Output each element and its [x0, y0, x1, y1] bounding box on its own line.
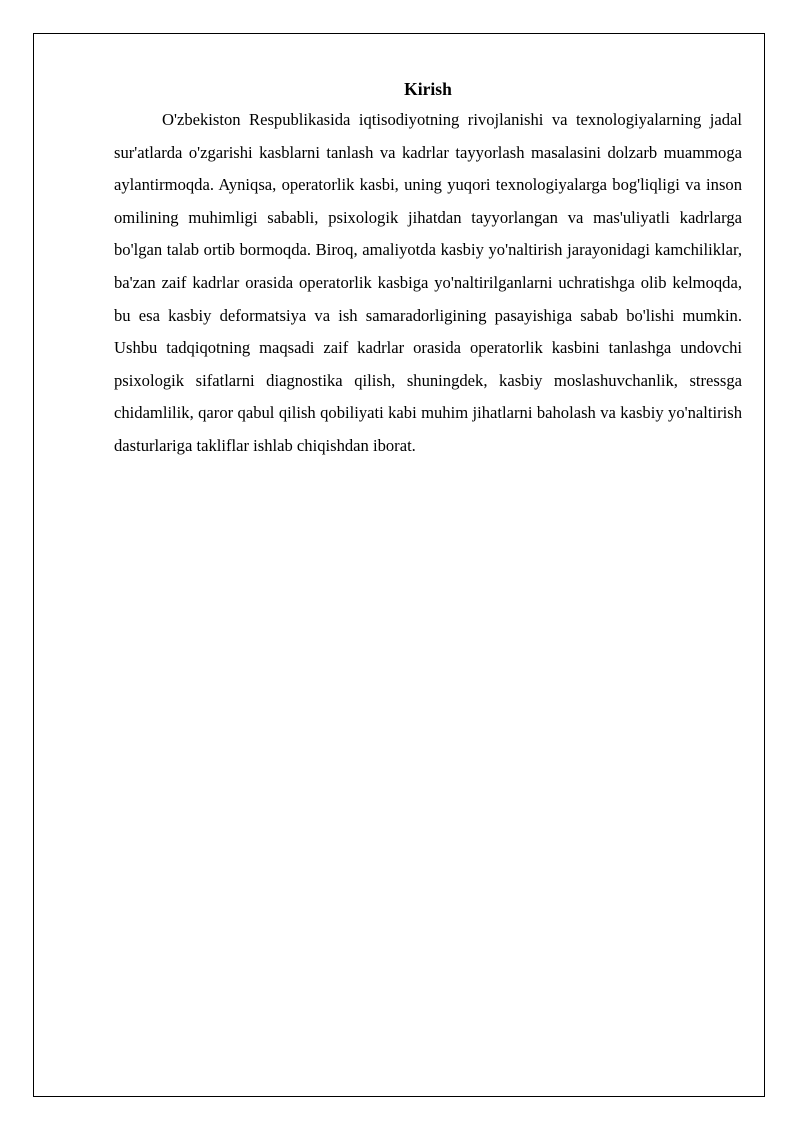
intro-paragraph: O'zbekiston Respublikasida iqtisodiyotning rivojlanishi va texnologiyalarning jadal sur'atlarda o'zgarishi kasblarni tanlash va kadrlar tayyorlash masalasini dolzarb muammoga aylantirmoqda. Ayniqsa, operatorlik kasbi, uning yuqori texnologiyalarga bog'liqligi va inson omilining muhimligi sababli, psixologik jihatdan tayyorlangan va mas'uliyatli kadrlarga bo'lgan talab ortib bormoqda. Biroq, amaliyotda kasbiy yo'naltirish jarayonidagi kamchiliklar, ba'zan zaif kadrlar orasida operatorlik kasbiga yo'naltirilganlarni uchratishga olib kelmoqda, bu esa kasbiy deformatsiya va ish samaradorligining pasayishiga sabab bo'lishi mumkin. Ushbu tadqiqotning maqsadi zaif kadrlar orasida operatorlik kasbini tanlashga undovchi psixologik sifatlarni diagnostika qilish, shuningdek, kasbiy moslashuvchanlik, stressga chidamlilik, qaror qabul qilish qobiliyati kabi muhim jihatlarni baholash va kasbiy yo'naltirish dasturlariga takliflar ishlab chiqishdan iborat.: [114, 110, 742, 455]
section-title: Kirish: [404, 79, 452, 99]
document-body: [114, 76, 742, 463]
